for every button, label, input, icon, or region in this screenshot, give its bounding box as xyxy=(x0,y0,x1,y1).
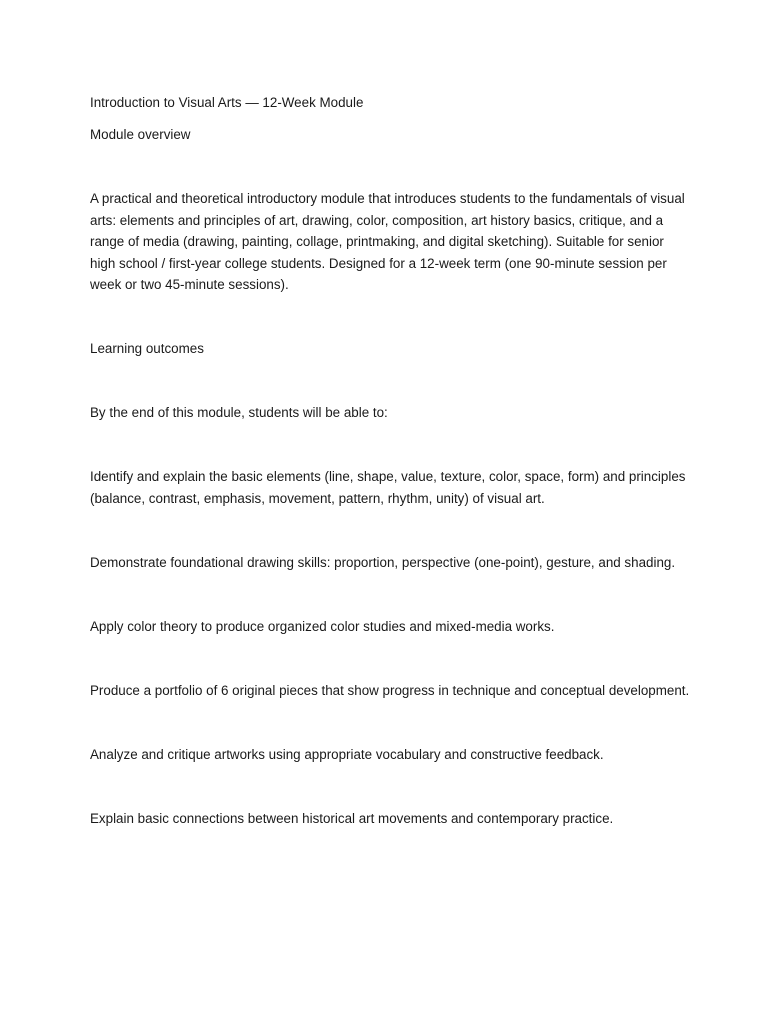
outcome-item: Explain basic connections between historical art movements and contemporary practice. xyxy=(90,810,614,826)
outcome-item: Analyze and critique artworks using appropriate vocabulary and constructive feedback. xyxy=(90,746,604,762)
document-body xyxy=(90,92,690,829)
document-title: Introduction to Visual Arts — 12-Week Module xyxy=(90,95,364,110)
outcome-item: Produce a portfolio of 6 original pieces that show progress in technique and conceptual development. xyxy=(90,682,690,698)
outcome-item: Demonstrate foundational drawing skills: proportion, perspective (one-point), gesture, and shading. xyxy=(90,554,676,570)
overview-heading: Module overview xyxy=(90,127,191,142)
outcome-item: Apply color theory to produce organized color studies and mixed-media works. xyxy=(90,618,555,634)
outcomes-heading: Learning outcomes xyxy=(90,341,204,356)
outcome-item: Identify and explain the basic elements (line, shape, value, texture, color, space, form) and principles (balance, contrast, emphasis, movement, pattern, rhythm, unity) of visual art. xyxy=(90,469,686,506)
outcomes-list xyxy=(90,466,690,829)
outcomes-intro: By the end of this module, students will be able to: xyxy=(90,405,388,420)
overview-paragraph: A practical and theoretical introductory module that introduces students to the fundamentals of visual arts: elements and principles of art, drawing, color, composition, art history basics, critique, and a range of media (drawing, painting, collage, printmaking, and digital sketching). Suitable for senior high school / first-year college students. Designed for a 12-week term (one 90-minute session per week or two 45-minute sessions). xyxy=(90,191,685,292)
